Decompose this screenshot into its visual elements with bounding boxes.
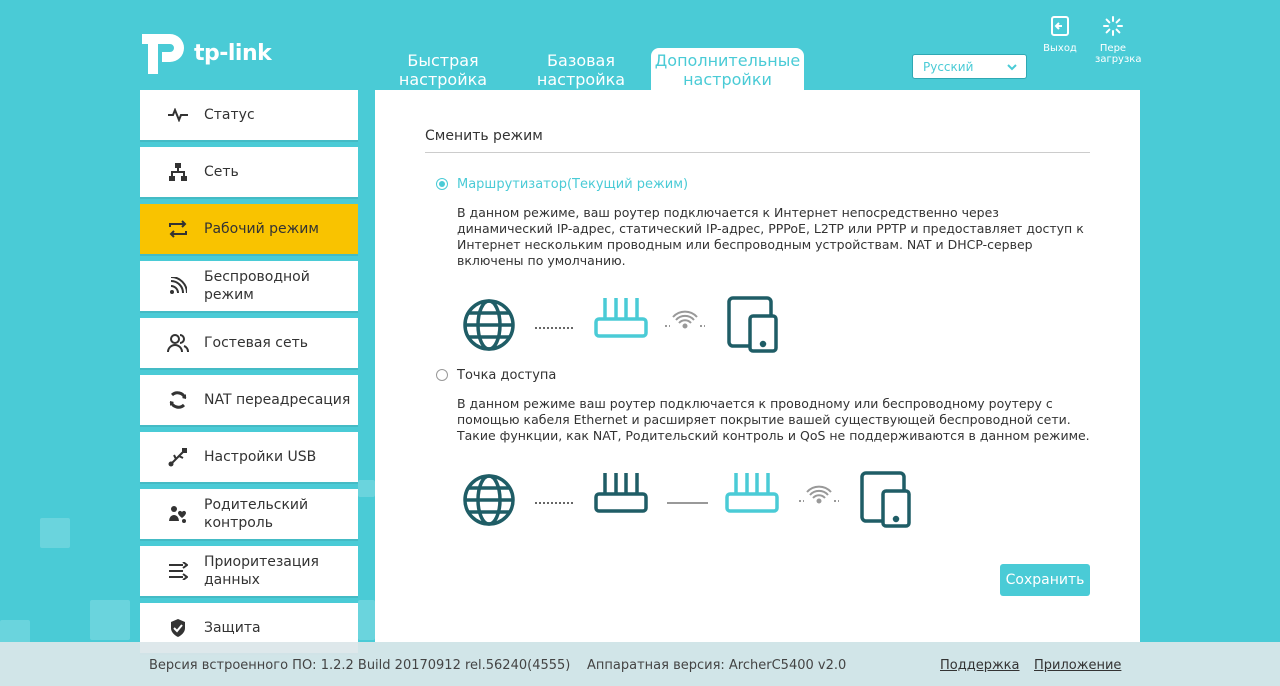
wifi-signal-icon <box>799 487 839 503</box>
router-mode-label[interactable]: Маршрутизатор(Текущий режим) <box>457 177 689 192</box>
sidebar-item-label: Настройки USB <box>204 449 317 465</box>
router-mode-description: В данном режиме, ваш роутер подключается к Интернет непосредственно через динамический IP-адрес, статический IP-адрес, PPPoE, L2TP или PPTP и предоставляет доступ к Интернет нескольким проводным или беспроводным устройствам. NAT и DHCP-сервер включены по умолчанию. <box>457 205 1084 268</box>
sidebar-item-label: Сеть <box>204 164 239 180</box>
router-mode-radio[interactable] <box>436 178 448 190</box>
logout-icon <box>1049 15 1071 37</box>
sidebar-item-label: Приоритезация данных <box>204 554 319 588</box>
tp-link-logo-icon <box>140 28 188 78</box>
language-select[interactable] <box>912 54 1027 79</box>
swap-icon <box>166 217 190 241</box>
main-panel <box>375 90 1140 642</box>
sidebar-item-network[interactable] <box>140 147 358 197</box>
sidebar-item-label: Защита <box>204 620 261 636</box>
section-title: Сменить режим <box>425 128 543 144</box>
logout-label: Выход <box>1043 43 1077 54</box>
sidebar-item-nat[interactable] <box>140 375 358 425</box>
sidebar-item-label: Рабочий режим <box>204 221 319 237</box>
reboot-label: Пере загрузка <box>1095 43 1142 65</box>
globe-icon <box>465 476 513 524</box>
pulse-icon <box>166 103 190 127</box>
background-decoration <box>90 600 130 640</box>
support-link[interactable]: Поддержка <box>940 658 1020 673</box>
main-router-icon <box>596 473 646 511</box>
usb-icon <box>166 445 190 469</box>
reboot-icon <box>1102 15 1124 37</box>
sidebar-item-label: NAT переадресация <box>204 392 351 408</box>
priority-icon <box>166 559 190 583</box>
guests-icon <box>166 331 190 355</box>
reboot-button[interactable] <box>1088 15 1142 65</box>
firmware-version: Версия встроенного ПО: 1.2.2 Build 20170912 rel.56240(4555) <box>149 658 571 673</box>
chevron-down-icon <box>1006 61 1018 73</box>
sidebar-item-label: Беспроводной режим <box>204 269 310 303</box>
ap-mode-diagram <box>460 470 920 530</box>
app-link-wrap <box>1034 658 1121 673</box>
parental-icon <box>166 502 190 526</box>
logout-button[interactable] <box>1035 15 1085 54</box>
sidebar-item-label: Статус <box>204 107 255 123</box>
sidebar-item-qos[interactable] <box>140 546 358 596</box>
background-decoration <box>358 600 375 640</box>
support-link-wrap <box>940 658 1020 673</box>
sidebar-item-parental-control[interactable] <box>140 489 358 539</box>
top-tabs <box>375 48 806 90</box>
sidebar-item-guest-network[interactable] <box>140 318 358 368</box>
save-button[interactable]: Сохранить <box>1000 564 1090 596</box>
router-icon <box>596 298 646 336</box>
wifi-signal-icon <box>665 312 705 328</box>
shield-icon <box>166 616 190 640</box>
tp-link-logo <box>140 28 271 78</box>
sidebar-item-label: Гостевая сеть <box>204 335 308 351</box>
wireless-icon <box>166 274 190 298</box>
hardware-version: Аппаратная версия: ArcherC5400 v2.0 <box>587 658 847 673</box>
sidebar-item-label: Родительский контроль <box>204 497 309 531</box>
sidebar <box>140 90 358 660</box>
globe-icon <box>465 301 513 349</box>
router-icon <box>727 473 777 511</box>
tab-basic[interactable]: Базовая настройка <box>536 51 626 89</box>
sidebar-item-status[interactable] <box>140 90 358 140</box>
footer <box>0 642 1280 686</box>
tab-advanced[interactable]: Дополнительные настройки <box>651 48 804 90</box>
divider <box>425 152 1090 153</box>
logo-text: tp-link <box>194 40 272 66</box>
sidebar-item-operation-mode[interactable] <box>140 204 358 254</box>
ap-mode-description: В данном режиме ваш роутер подключается к проводному или беспроводному роутеру с помощью кабеля Ethernet и расширяет покрытие вашей существующей беспроводной сети. Такие функции, как NAT, Родительский контроль и QoS не поддерживаются в данном режиме. <box>457 396 1090 443</box>
language-value: Русский <box>923 60 974 74</box>
ap-mode-radio[interactable] <box>436 369 448 381</box>
app-link[interactable]: Приложение <box>1034 658 1122 673</box>
background-decoration <box>40 518 70 548</box>
device-icon <box>729 298 776 351</box>
device-icon <box>862 473 909 526</box>
nat-icon <box>166 388 190 412</box>
sidebar-item-usb[interactable] <box>140 432 358 482</box>
tab-quick-setup[interactable]: Быстрая настройка <box>398 51 488 89</box>
sidebar-item-wireless[interactable] <box>140 261 358 311</box>
network-icon <box>166 160 190 184</box>
router-mode-diagram <box>460 295 790 355</box>
background-decoration <box>358 480 375 497</box>
ap-mode-label[interactable]: Точка доступа <box>457 368 557 383</box>
